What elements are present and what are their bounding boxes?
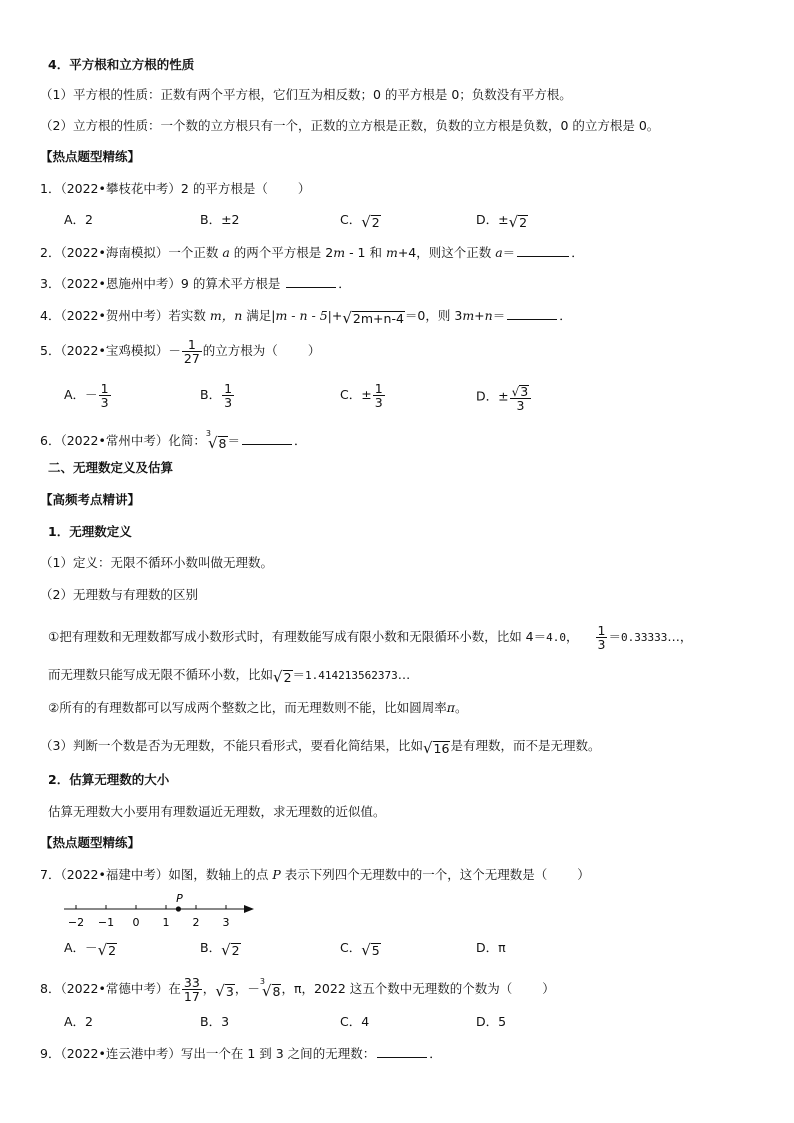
option-b: B．±2 [200, 212, 240, 227]
radicand: 2 [519, 215, 528, 230]
root-index: 3 [205, 429, 211, 438]
option-b [200, 382, 235, 409]
question-7 [40, 866, 590, 884]
tick-label: −1 [97, 916, 115, 929]
question-stem: ＝ [492, 308, 506, 323]
denominator: 3 [224, 395, 233, 410]
answer-blank[interactable] [242, 431, 292, 445]
variable: a [222, 245, 230, 260]
practice-label: 【热点题型精练】 [40, 835, 141, 850]
paragraph [48, 666, 410, 685]
text: 而无理数只能写成无限不循环小数，比如 [48, 667, 274, 682]
pi-symbol: π [446, 700, 455, 715]
text: ， [202, 981, 216, 996]
numerator [510, 382, 532, 399]
numerator: 1 [374, 381, 383, 396]
denominator: 27 [183, 351, 200, 366]
sqrt: √ 2 [361, 213, 380, 231]
text: ②所有的有理数都可以写成两个整数之比，而无理数则不能，比如圆周率 [48, 700, 447, 715]
tick-label: 2 [192, 916, 200, 929]
text: ， [566, 629, 579, 644]
fraction [182, 338, 202, 365]
variable: m [385, 245, 398, 260]
question-stem: 满足| [242, 308, 276, 323]
paragraph: （1）定义：无限不循环小数叫做无理数。 [40, 555, 273, 570]
paragraph: （2）无理数与有理数的区别 [40, 587, 198, 602]
sqrt: √ 3 [511, 384, 529, 399]
radicand: 8 [218, 436, 227, 451]
number-line-figure [60, 890, 260, 930]
expression: m - n - 5|+ [275, 308, 343, 323]
question-stem: 表示下列四个无理数中的一个，这个无理数是（ [280, 867, 548, 882]
option-label: D．± [476, 388, 509, 404]
number: 0.33333 [621, 631, 668, 644]
period: ． [571, 245, 584, 260]
paragraph: （2）立方根的性质：一个数的立方根只有一个，正数的立方根是正数，负数的立方根是负数，0 的立方根是 0。 [40, 118, 660, 133]
numerator: 33 [183, 975, 200, 990]
paragraph [40, 737, 600, 756]
text: 是有理数，而不是无理数。 [450, 738, 601, 753]
question-2 [40, 243, 584, 262]
lecture-label: 【高频考点精讲】 [40, 492, 141, 507]
sqrt: √ 16 [422, 739, 450, 757]
cube-root: √ 8 [207, 434, 227, 452]
option-label: B． [200, 940, 222, 955]
paren-close: ） [297, 181, 311, 196]
sqrt: √ 2 [273, 668, 292, 686]
radicand: 16 [433, 741, 450, 756]
question-stem: 9．（2022•连云港中考）写出一个在 1 到 3 之间的无理数： [40, 1046, 376, 1061]
option-d: D．π [476, 940, 506, 955]
denominator: 3 [597, 637, 606, 652]
option-label: C． [340, 940, 362, 955]
radicand: 5 [371, 943, 380, 958]
period: ． [429, 1046, 442, 1061]
question-stem: 的两个平方根是 2 [229, 245, 334, 260]
question-stem: - 1 和 [345, 245, 386, 260]
question-stem: 3．（2022•恩施州中考）9 的算术平方根是 [40, 276, 285, 291]
option-label: A．－ [64, 387, 98, 402]
text: ①把有理数和无理数都写成小数形式时，有理数能写成有限小数和无限循环小数，比如 4＝ [48, 629, 547, 644]
number: 4.0 [546, 631, 567, 644]
text: …， [667, 629, 693, 644]
expression: m+n [462, 308, 493, 323]
option-label: A．－ [64, 940, 98, 955]
tick-label: 0 [132, 916, 140, 929]
paren-close: ） [577, 867, 590, 882]
cube-root: √ 8 [261, 982, 281, 1000]
paragraph [48, 624, 692, 651]
option-a: A．2 [64, 212, 94, 227]
option-a [64, 382, 112, 409]
question-6 [40, 425, 307, 451]
sqrt: √ 2m+n-4 [342, 309, 404, 327]
radicand: 2 [108, 943, 117, 958]
question-stem: 的立方根为（ [202, 343, 278, 358]
question-8 [40, 973, 555, 1003]
subsection-heading: 1．无理数定义 [48, 524, 132, 539]
option-label: C． [340, 212, 362, 227]
radicand: 2 [371, 215, 380, 230]
radicand: 3 [225, 984, 234, 999]
point-label: P [176, 892, 183, 905]
option-label: B． [200, 387, 222, 402]
radicand: 2 [231, 943, 240, 958]
option-c [340, 939, 381, 958]
question-stem: ＝ [227, 433, 241, 448]
text: ，－ [234, 981, 260, 996]
section-heading: 4．平方根和立方根的性质 [48, 57, 195, 72]
point-p [176, 906, 181, 911]
paren-close: ） [542, 981, 555, 996]
number: 1.414213562373 [305, 669, 398, 682]
paragraph [48, 699, 467, 717]
denominator: 3 [100, 395, 109, 410]
sqrt: √ 3 [215, 982, 234, 1000]
variable: m，n [209, 308, 243, 323]
question-stem: 8．（2022•常德中考）在 [40, 981, 181, 996]
sqrt: √ 5 [361, 941, 380, 959]
variable: m [333, 245, 346, 260]
question-stem: 5．（2022•宝鸡模拟）－ [40, 343, 181, 358]
answer-blank[interactable] [377, 1044, 427, 1058]
fraction [182, 976, 202, 1003]
denominator: 3 [374, 395, 383, 410]
radicand: 2 [283, 670, 292, 685]
option-c [340, 211, 381, 230]
numerator: 1 [224, 381, 233, 396]
option-label: D．± [476, 212, 509, 227]
arrow-icon [244, 905, 254, 913]
question-stem: ＝ [502, 245, 516, 260]
text: ＝ [608, 629, 621, 644]
denominator: 3 [516, 398, 525, 413]
question-9 [40, 1044, 442, 1063]
option-b [200, 939, 241, 958]
numerator: 1 [100, 381, 109, 396]
question-stem: 1．（2022•攀枝花中考）2 的平方根是（ [40, 181, 268, 196]
text: ＝ [292, 667, 306, 682]
option-d [476, 211, 528, 230]
option-c: C．4 [340, 1014, 370, 1029]
option-d: D．5 [476, 1014, 507, 1029]
option-label: C．± [340, 387, 372, 402]
denominator: 17 [183, 989, 200, 1004]
fraction [373, 382, 385, 409]
option-a: A．2 [64, 1014, 94, 1029]
answer-blank[interactable] [517, 243, 569, 257]
option-d [476, 382, 532, 412]
question-stem: 4．（2022•贺州中考）若实数 [40, 308, 210, 323]
numerator: 1 [182, 338, 202, 352]
variable: a [495, 245, 503, 260]
question-5 [40, 338, 320, 365]
text: 。 [454, 700, 468, 715]
question-stem: 7．（2022•福建中考）如图，数轴上的点 [40, 867, 273, 882]
answer-blank[interactable] [507, 306, 557, 320]
period: ． [559, 308, 572, 323]
question-stem: 6．（2022•常州中考）化简： [40, 433, 206, 448]
paren-close: ） [307, 343, 321, 358]
tick-label: 3 [222, 916, 230, 929]
sqrt: √ 2 [97, 941, 117, 959]
paragraph: 估算无理数大小要用有理数逼近无理数，求无理数的近似值。 [48, 804, 386, 819]
radicand: 3 [520, 384, 529, 399]
sqrt: √ 2 [221, 941, 240, 959]
question-stem: ，π，2022 这五个数中无理数的个数为（ [281, 981, 513, 996]
root-index: 3 [259, 977, 265, 986]
question-stem: ＝0，则 3 [404, 308, 463, 323]
question-4 [40, 306, 572, 326]
question-stem: 2．（2022•海南模拟）一个正数 [40, 245, 223, 260]
option-b: B．3 [200, 1014, 230, 1029]
sqrt: √ 2 [508, 213, 528, 231]
radicand: 8 [272, 984, 281, 999]
fraction [99, 382, 111, 409]
period: ． [294, 433, 307, 448]
option-c [340, 382, 386, 409]
tick-label: 1 [162, 916, 170, 929]
fraction [222, 382, 234, 409]
subsection-heading: 2．估算无理数的大小 [48, 772, 170, 787]
radicand: 2m+n-4 [352, 311, 404, 326]
variable: P [272, 867, 281, 882]
fraction [510, 382, 532, 412]
fraction [596, 624, 608, 651]
answer-blank[interactable] [286, 274, 336, 288]
period: ． [338, 276, 351, 291]
question-1 [40, 180, 310, 198]
section-heading: 二、无理数定义及估算 [48, 460, 174, 475]
paragraph: （1）平方根的性质：正数有两个平方根，它们互为相反数；0 的平方根是 0；负数没有平方根。 [40, 87, 572, 102]
numerator: 1 [597, 623, 606, 638]
text: （3）判断一个数是否为无理数，不能只看形式，要看化简结果，比如 [40, 738, 423, 753]
option-a [64, 939, 117, 958]
text: … [397, 667, 411, 682]
tick-label: −2 [67, 916, 85, 929]
question-stem: +4，则这个正数 [397, 245, 496, 260]
question-3 [40, 274, 351, 293]
practice-label: 【热点题型精练】 [40, 149, 141, 164]
